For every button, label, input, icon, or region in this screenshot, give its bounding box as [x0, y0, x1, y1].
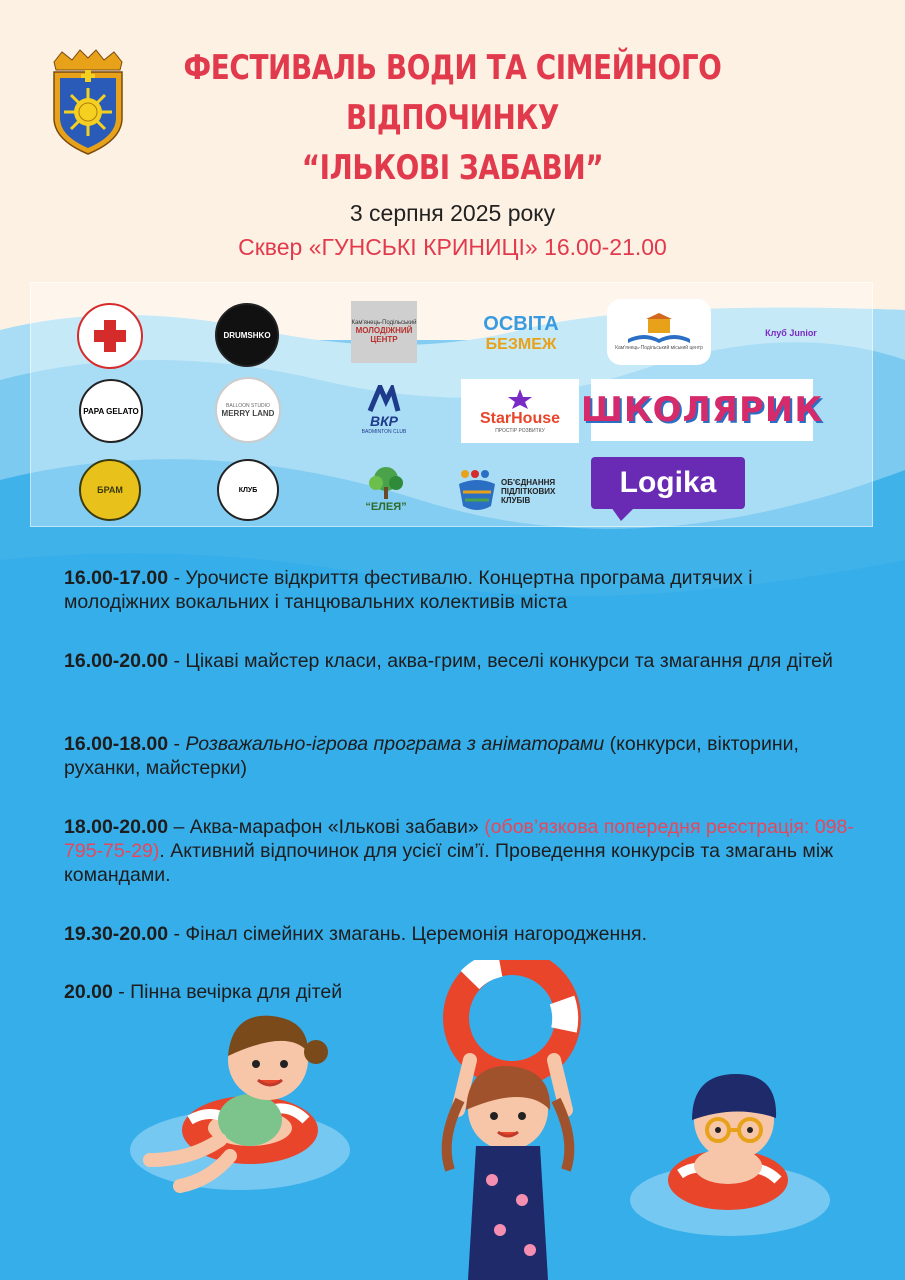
tree-icon	[366, 465, 406, 501]
registration-phone: (обов’язкова попередня реєстрація: 098-795-75-29)	[64, 816, 854, 862]
youth-center-logo: Кам'янець-Подільський МОЛОДІЖНИЙ ЦЕНТР	[351, 301, 417, 363]
badminton-icon	[364, 385, 404, 413]
schedule-item: 16.00-17.00 - Урочисте відкриття фестивалю. Концертна програма дитячих і молодіжних вокальних і танцювальних колективів міста	[64, 567, 753, 613]
starhouse-logo: StarHouse ПРОСТІР РОЗВИТКУ	[461, 379, 579, 443]
papa-gelato-logo: PAPA GELATO	[79, 379, 143, 443]
schedule-item: 16.00-20.00 - Цікаві майстер класи, аква-грим, веселі конкурси та змагання для дітей	[64, 650, 833, 672]
schedule-item: 19.30-20.00 - Фінал сімейних змагань. Церемонія нагородження.	[64, 923, 648, 945]
title-line-2: ВІДПОЧИНКУ	[346, 98, 559, 138]
drumshko-logo: DRUMSHKO	[215, 303, 279, 367]
title-line-1: ФЕСТИВАЛЬ ВОДИ ТА СІМЕЙНОГО	[183, 48, 722, 88]
red-cross-icon	[90, 316, 130, 356]
city-book-logo: Кам'янець-Подільський міський центр	[607, 299, 711, 365]
event-date: 3 серпня 2025 року	[349, 200, 556, 226]
boy-in-swim-ring-icon	[630, 1074, 830, 1236]
osvita-bezmezh-logo: ОСВІТА БЕЗМЕЖ	[483, 312, 559, 353]
shkolyaryk-logo: ШКОЛЯРИК	[591, 379, 813, 441]
merry-land-logo: BALLOON STUDIO MERRY LAND	[215, 377, 281, 443]
logika-logo: Logika	[591, 457, 745, 509]
girl-holding-ring-icon	[447, 962, 570, 1280]
logika-tail-icon	[611, 507, 635, 521]
girl-in-swim-ring-icon	[130, 1016, 350, 1190]
red-cross-logo	[77, 303, 143, 369]
schedule-item: 20.00 - Пінна вечірка для дітей	[64, 981, 343, 1003]
teen-clubs-logo: ОБ'ЄДНАННЯ ПІДЛІТКОВИХ КЛУБІВ	[457, 463, 577, 519]
bkp-badminton-logo: ВКР BADMINTON CLUB	[347, 377, 421, 443]
klub-junior-logo: Клуб Junior	[765, 328, 817, 338]
open-book-icon	[624, 313, 694, 345]
schedule-item: 18.00-20.00 – Аква-марафон «Ількові забави» (обов’язкова попередня реєстрація: 098-795-75-29). Активний відпочинок для усієї сім’ї. Проведення конкурсів та змагань між командами.	[64, 816, 854, 886]
music-club-logo: КЛУБ	[217, 459, 279, 521]
title-line-3: “ІЛЬКОВІ ЗАБАВИ”	[301, 148, 604, 188]
eleya-logo: “ЕЛЕЯ”	[351, 455, 421, 523]
schedule-item: 16.00-18.00 - Розважально-ігрова програма з аніматорами (конкурси, вікторини, руханки, майстерки)	[64, 733, 799, 779]
star-icon	[507, 388, 533, 410]
city-crest-icon	[48, 48, 128, 156]
partners-panel	[30, 282, 873, 527]
bram-logo: БРАМ	[79, 459, 141, 521]
teen-clubs-icon	[457, 466, 497, 516]
kids-illustration	[0, 960, 905, 1280]
event-venue: Сквер «ГУНСЬКІ КРИНИЦІ» 16.00-21.00	[238, 234, 667, 260]
